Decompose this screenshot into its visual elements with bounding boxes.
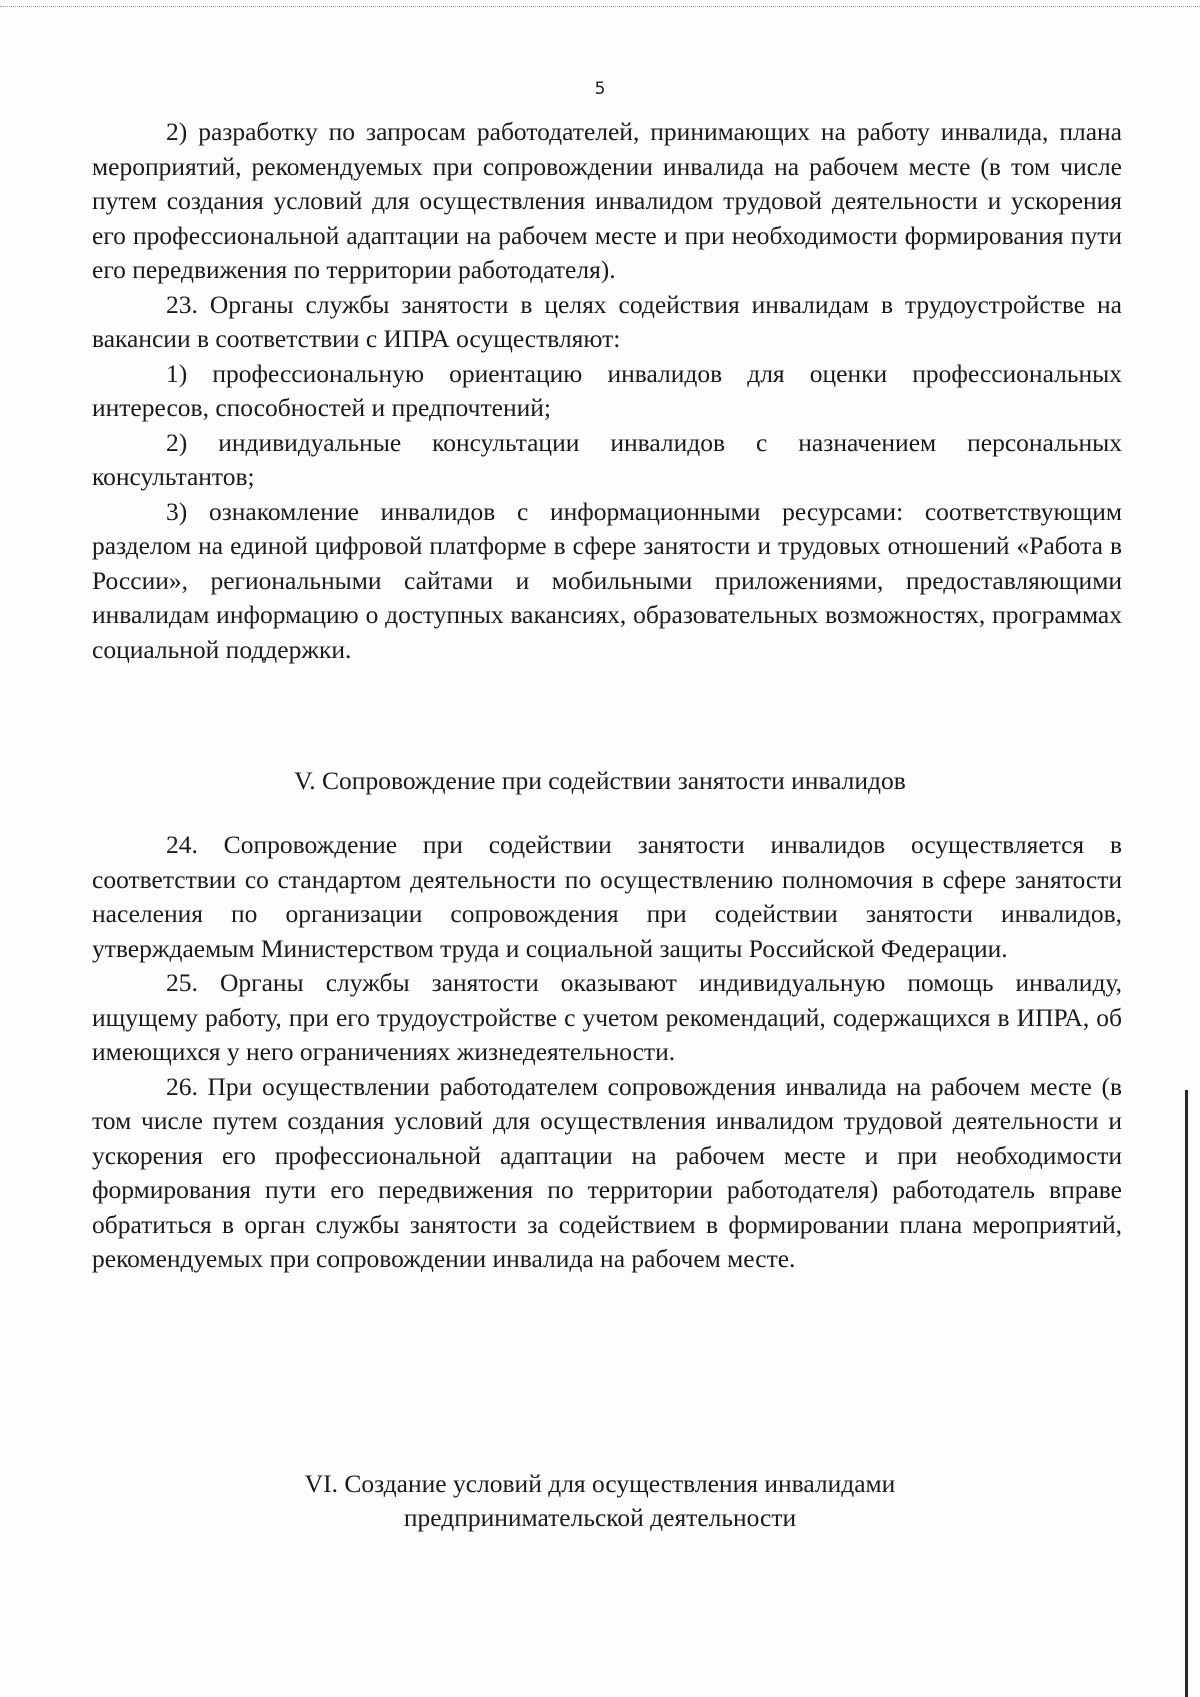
paragraph-item-3: 3) ознакомление инвалидов с информационными ресурсами: соответствующим разделом на единой цифровой платформе в сфере занятости и трудовых отношений «Работа в России», региональными сайтами и мобильными приложениями, предоставляющими инвалидам информацию о доступных вакансиях, образовательных возможностях, программах социальной поддержки. — [92, 496, 1122, 664]
paragraphs-block-2 — [92, 828, 1122, 1277]
section-5-heading — [0, 764, 1200, 798]
section-6-heading — [0, 1467, 1200, 1535]
section-6-heading-line-1: VI. Создание условий для осуществления инвалидами — [304, 1469, 896, 1498]
paragraph-item-2: 2) разработку по запросам работодателей, принимающих на работу инвалида, плана мероприятий, рекомендуемых при сопровождении инвалида на рабочем месте (в том числе путем создания условий для осуществления инвалидом трудовой деятельности и ускорения его профессиональной адаптации на рабочем месте и при необходимости формирования пути его передвижения по территории работодателя). — [92, 117, 1122, 284]
paragraph-item-1: 1) профессиональную ориентацию инвалидов для оценки профессиональных интересов, способностей и предпочтений; — [92, 358, 1122, 422]
section-6-heading-line-2: предпринимательской деятельности — [403, 1503, 797, 1532]
paragraph-24: 24. Сопровождение при содействии занятости инвалидов осуществляется в соответствии со стандартом деятельности по осуществлению полномочия в сфере занятости населения по организации сопровождения при содействии занятости инвалидов, утверждаемым Министерством труда и социальной защиты Российской Федерации. — [92, 830, 1122, 963]
scan-edge-top — [0, 6, 1200, 7]
paragraph-26: 26. При осуществлении работодателем сопровождения инвалида на рабочем месте (в том числе путем создания условий для осуществления инвалидом трудовой деятельности и ускорения его профессиональной адаптации на рабочем месте и при необходимости формирования пути его передвижения по территории работодателя) работодатель вправе обратиться в орган службы занятости за содействием в формировании плана мероприятий, рекомендуемых при сопровождении инвалида на рабочем месте. — [92, 1071, 1122, 1273]
paragraphs-block-1 — [92, 115, 1122, 667]
scan-edge-right — [1185, 1090, 1188, 1697]
paragraph-23: 23. Органы службы занятости в целях содействия инвалидам в трудоустройстве на вакансии в соответствии с ИПРА осуществляют: — [92, 289, 1122, 353]
page-number: 5 — [594, 79, 606, 99]
paragraph-item-2-consultations: 2) индивидуальные консультации инвалидов с назначением персональных консультантов; — [92, 427, 1122, 491]
paragraph-25: 25. Органы службы занятости оказывают индивидуальную помощь инвалиду, ищущему работу, при его трудоустройстве с учетом рекомендаций, содержащихся в ИПРА, об имеющихся у него ограничениях жизнедеятельности. — [92, 968, 1122, 1066]
section-5-heading-text: V. Сопровождение при содействии занятости инвалидов — [294, 766, 906, 795]
